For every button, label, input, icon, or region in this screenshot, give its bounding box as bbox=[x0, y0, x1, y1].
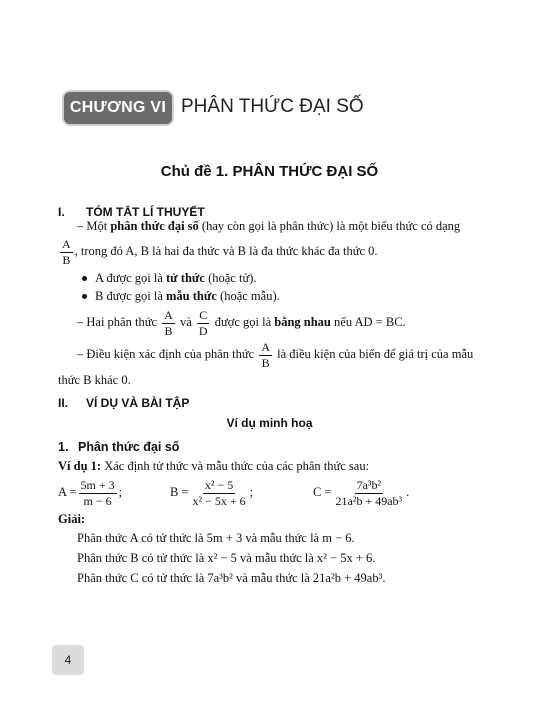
section-2-heading: II. VÍ DỤ VÀ BÀI TẬP bbox=[58, 396, 190, 410]
fraction-A: A = $\frac{5m + 3}{m - 6}$ ; bbox=[58, 477, 123, 508]
section-1-heading bbox=[58, 205, 205, 219]
fraction-C: C = $\frac{\text{7a³b²}}{\text{21a²b + 49ab³}}$ . bbox=[313, 477, 410, 508]
definition-line-1: – Một phân thức đại số (hay còn gọi là phân thức) là một biểu thức có dạng bbox=[77, 219, 461, 233]
topic-title: Chủ đề 1. PHÂN THỨC ĐẠI SỐ bbox=[160, 163, 379, 180]
bullet-icon bbox=[82, 294, 87, 299]
term-algebraic-fraction: phân thức đại số bbox=[110, 219, 199, 233]
domain-condition-line-1: – Điều kiện xác định của phân thức $\frac{A}{B}$ là điều kiện của biến để giá trị của mẫu bbox=[77, 339, 474, 370]
fraction-a-over-b: $\frac{A}{B}$ bbox=[62, 236, 71, 267]
domain-condition-line-2: thức B khác 0. bbox=[58, 373, 131, 387]
fraction-B: B = $\frac{\text{x² − 5}}{\text{x² − 5x + 6}}$ ; bbox=[170, 477, 254, 508]
fraction-a-over-b: $\frac{A}{B}$ bbox=[164, 307, 173, 338]
chapter-title: PHÂN THỨC ĐẠI SỐ bbox=[181, 96, 364, 117]
definition-line-2: $\frac{A}{B}$ , trong đó A, B là hai đa thức và B là đa thức khác đa thức 0. bbox=[62, 236, 378, 267]
example-heading: Ví dụ minh hoạ bbox=[226, 416, 313, 430]
section-title: TÓM TẮT LÍ THUYẾT bbox=[86, 205, 205, 219]
page-number: 4 bbox=[52, 645, 84, 675]
chapter-badge: CHƯƠNG VI bbox=[64, 92, 172, 124]
solution-line-C: Phân thức C có tử thức là 7a³b² và mẫu thức là 21a²b + 49ab³. bbox=[77, 571, 386, 585]
bullet-numerator: A được gọi là tử thức (hoặc tử). bbox=[82, 270, 257, 286]
example-1-prompt: Ví dụ 1: Xác định tử thức và mẫu thức của các phân thức sau: bbox=[58, 459, 370, 473]
fraction-a-over-b: $\frac{A}{B}$ bbox=[261, 339, 271, 370]
equality-rule: – Hai phân thức $\frac{A}{B}$ và $\frac{C}{D}$ được gọi là bằng nhau nếu AD = BC. bbox=[77, 307, 406, 338]
subsection-1-heading: 1. Phân thức đại số bbox=[58, 440, 180, 454]
section-number: I. bbox=[58, 205, 65, 219]
solution-line-A: Phân thức A có tử thức là 5m + 3 và mẫu thức là m − 6. bbox=[77, 531, 355, 545]
bullet-icon bbox=[82, 276, 87, 281]
solution-label: Giải: bbox=[58, 512, 86, 526]
solution-line-B: Phân thức B có tử thức là x² − 5 và mẫu thức là x² − 5x + 6. bbox=[77, 551, 376, 565]
fraction-c-over-d: $\frac{C}{D}$ bbox=[198, 307, 208, 338]
example-label: Ví dụ 1: bbox=[58, 459, 102, 473]
bullet-denominator: B được gọi là mẫu thức (hoặc mẫu). bbox=[82, 288, 280, 304]
